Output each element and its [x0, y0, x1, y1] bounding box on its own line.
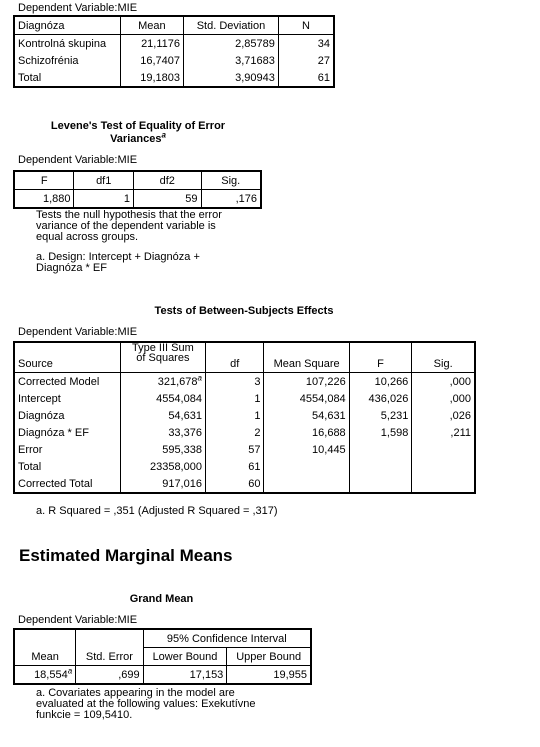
cell-f — [349, 458, 412, 475]
descriptives-table — [13, 15, 335, 88]
cell-mean: 21,1176 — [120, 35, 183, 53]
row-label: Schizofrénia — [14, 52, 120, 69]
between-subjects-title: Tests of Between-Subjects Effects — [154, 305, 334, 317]
cell-mean-square: 4554,084 — [264, 390, 349, 407]
cell-mean-square: 54,631 — [264, 407, 349, 424]
levene-dependent-variable: Dependent Variable:MIE — [18, 154, 138, 166]
between-subjects-table — [13, 341, 476, 494]
cell-df: 61 — [205, 458, 264, 475]
cell-df: 3 — [205, 373, 264, 391]
col-confidence-interval: 95% Confidence Interval — [143, 629, 311, 648]
cell-value: 321,678 — [157, 375, 198, 388]
table-row — [14, 373, 475, 391]
cell-df: 1 — [205, 390, 264, 407]
cell-std-deviation: 3,90943 — [184, 69, 279, 87]
cell-mean-square — [264, 458, 349, 475]
col-type-iii-sum-of-squares: Type III Sum of Squares — [120, 342, 205, 373]
cell-mean-square: 107,226 — [264, 373, 349, 391]
cell-sum-of-squares — [120, 373, 205, 391]
col-mean-square: Mean Square — [264, 342, 349, 373]
levene-title — [14, 120, 262, 146]
footnote-marker: a — [197, 372, 202, 382]
cell-f: 10,266 — [349, 373, 412, 391]
col-diagnoza: Diagnóza — [14, 16, 120, 35]
cell-value: 18,554 — [34, 668, 68, 681]
grand-mean-table — [13, 628, 312, 685]
cell-f: 5,231 — [349, 407, 412, 424]
table-row — [14, 69, 334, 87]
table-row — [14, 424, 475, 441]
cell-mean-square: 16,688 — [264, 424, 349, 441]
col-std-deviation: Std. Deviation — [184, 16, 279, 35]
cell-std-deviation: 3,71683 — [184, 52, 279, 69]
col-std-error: Std. Error — [76, 629, 143, 666]
cell-df: 60 — [205, 475, 264, 493]
between-dependent-variable: Dependent Variable:MIE — [18, 326, 138, 338]
cell-f — [349, 475, 412, 493]
table-row — [14, 407, 475, 424]
cell-n: 34 — [278, 35, 334, 53]
r-squared-footnote: a. R Squared = ,351 (Adjusted R Squared = ,317) — [36, 505, 278, 517]
cell-df2: 59 — [133, 190, 201, 209]
col-upper-bound: Upper Bound — [227, 648, 311, 666]
cell-f: 1,880 — [14, 190, 74, 209]
cell-mean-square — [264, 475, 349, 493]
col-mean: Mean — [14, 629, 76, 666]
levene-title-line1: Levene's Test of Equality of Error — [50, 120, 226, 132]
row-label: Total — [14, 458, 120, 475]
table-row — [14, 52, 334, 69]
cell-df1: 1 — [74, 190, 133, 209]
row-label: Error — [14, 441, 120, 458]
row-label: Corrected Model — [14, 373, 120, 391]
col-n: N — [278, 16, 334, 35]
cell-df: 2 — [205, 424, 264, 441]
row-label: Diagnóza — [14, 407, 120, 424]
levene-title-footnote-marker: a — [161, 130, 166, 140]
table-row — [14, 35, 334, 53]
col-f: F — [14, 171, 74, 190]
cell-mean: 16,7407 — [120, 52, 183, 69]
table-row — [14, 458, 475, 475]
row-label: Corrected Total — [14, 475, 120, 493]
col-df: df — [205, 342, 264, 373]
cell-sum-of-squares: 33,376 — [120, 424, 205, 441]
estimated-marginal-means-heading: Estimated Marginal Means — [19, 546, 233, 565]
col-sig: Sig. — [201, 171, 261, 190]
cell-upper-bound: 19,955 — [227, 666, 311, 685]
col-mean: Mean — [120, 16, 183, 35]
levene-table — [13, 170, 262, 209]
cell-sig — [412, 441, 475, 458]
row-label: Total — [14, 69, 120, 87]
cell-df: 1 — [205, 407, 264, 424]
footnote-marker: a — [67, 665, 73, 675]
cell-sig — [412, 458, 475, 475]
col-sig: Sig. — [412, 342, 475, 373]
cell-sig — [412, 475, 475, 493]
cell-sig: ,026 — [412, 407, 475, 424]
cell-sig: ,000 — [412, 390, 475, 407]
cell-mean-square: 10,445 — [264, 441, 349, 458]
cell-sum-of-squares: 23358,000 — [120, 458, 205, 475]
cell-f — [349, 441, 412, 458]
cell-lower-bound: 17,153 — [143, 666, 227, 685]
row-label: Diagnóza * EF — [14, 424, 120, 441]
col-df1: df1 — [74, 171, 133, 190]
cell-std-error: ,699 — [76, 666, 143, 685]
cell-n: 61 — [278, 69, 334, 87]
cell-sig: ,176 — [201, 190, 261, 209]
grand-mean-dependent-variable: Dependent Variable:MIE — [18, 614, 138, 626]
cell-std-deviation: 2,85789 — [184, 35, 279, 53]
table-row — [14, 190, 261, 209]
col-lower-bound: Lower Bound — [143, 648, 227, 666]
col-f: F — [349, 342, 412, 373]
levene-design-footnote: a. Design: Intercept + Diagnóza + Diagnóza * EF — [36, 251, 200, 274]
cell-sum-of-squares: 917,016 — [120, 475, 205, 493]
grand-mean-title: Grand Mean — [129, 593, 194, 605]
row-label: Intercept — [14, 390, 120, 407]
descriptives-dependent-variable: Dependent Variable:MIE — [18, 2, 138, 14]
table-row — [14, 475, 475, 493]
levene-null-hypothesis-note: Tests the null hypothesis that the error variance of the dependent variable is equal across groups. — [36, 209, 222, 243]
col-source: Source — [14, 342, 120, 373]
cell-sig: ,000 — [412, 373, 475, 391]
table-row — [14, 390, 475, 407]
cell-n: 27 — [278, 52, 334, 69]
levene-title-line2: Variances — [110, 133, 162, 145]
col-df2: df2 — [133, 171, 201, 190]
cell-sum-of-squares: 595,338 — [120, 441, 205, 458]
table-row — [14, 666, 311, 685]
cell-sum-of-squares: 4554,084 — [120, 390, 205, 407]
cell-sig: ,211 — [412, 424, 475, 441]
cell-df: 57 — [205, 441, 264, 458]
row-label: Kontrolná skupina — [14, 35, 120, 53]
cell-mean — [14, 666, 76, 685]
table-row — [14, 441, 475, 458]
cell-sum-of-squares: 54,631 — [120, 407, 205, 424]
cell-mean: 19,1803 — [120, 69, 183, 87]
cell-f: 436,026 — [349, 390, 412, 407]
cell-f: 1,598 — [349, 424, 412, 441]
covariates-footnote: a. Covariates appearing in the model are evaluated at the following values: Exekutívne funkcie = 109,5410. — [36, 687, 256, 721]
